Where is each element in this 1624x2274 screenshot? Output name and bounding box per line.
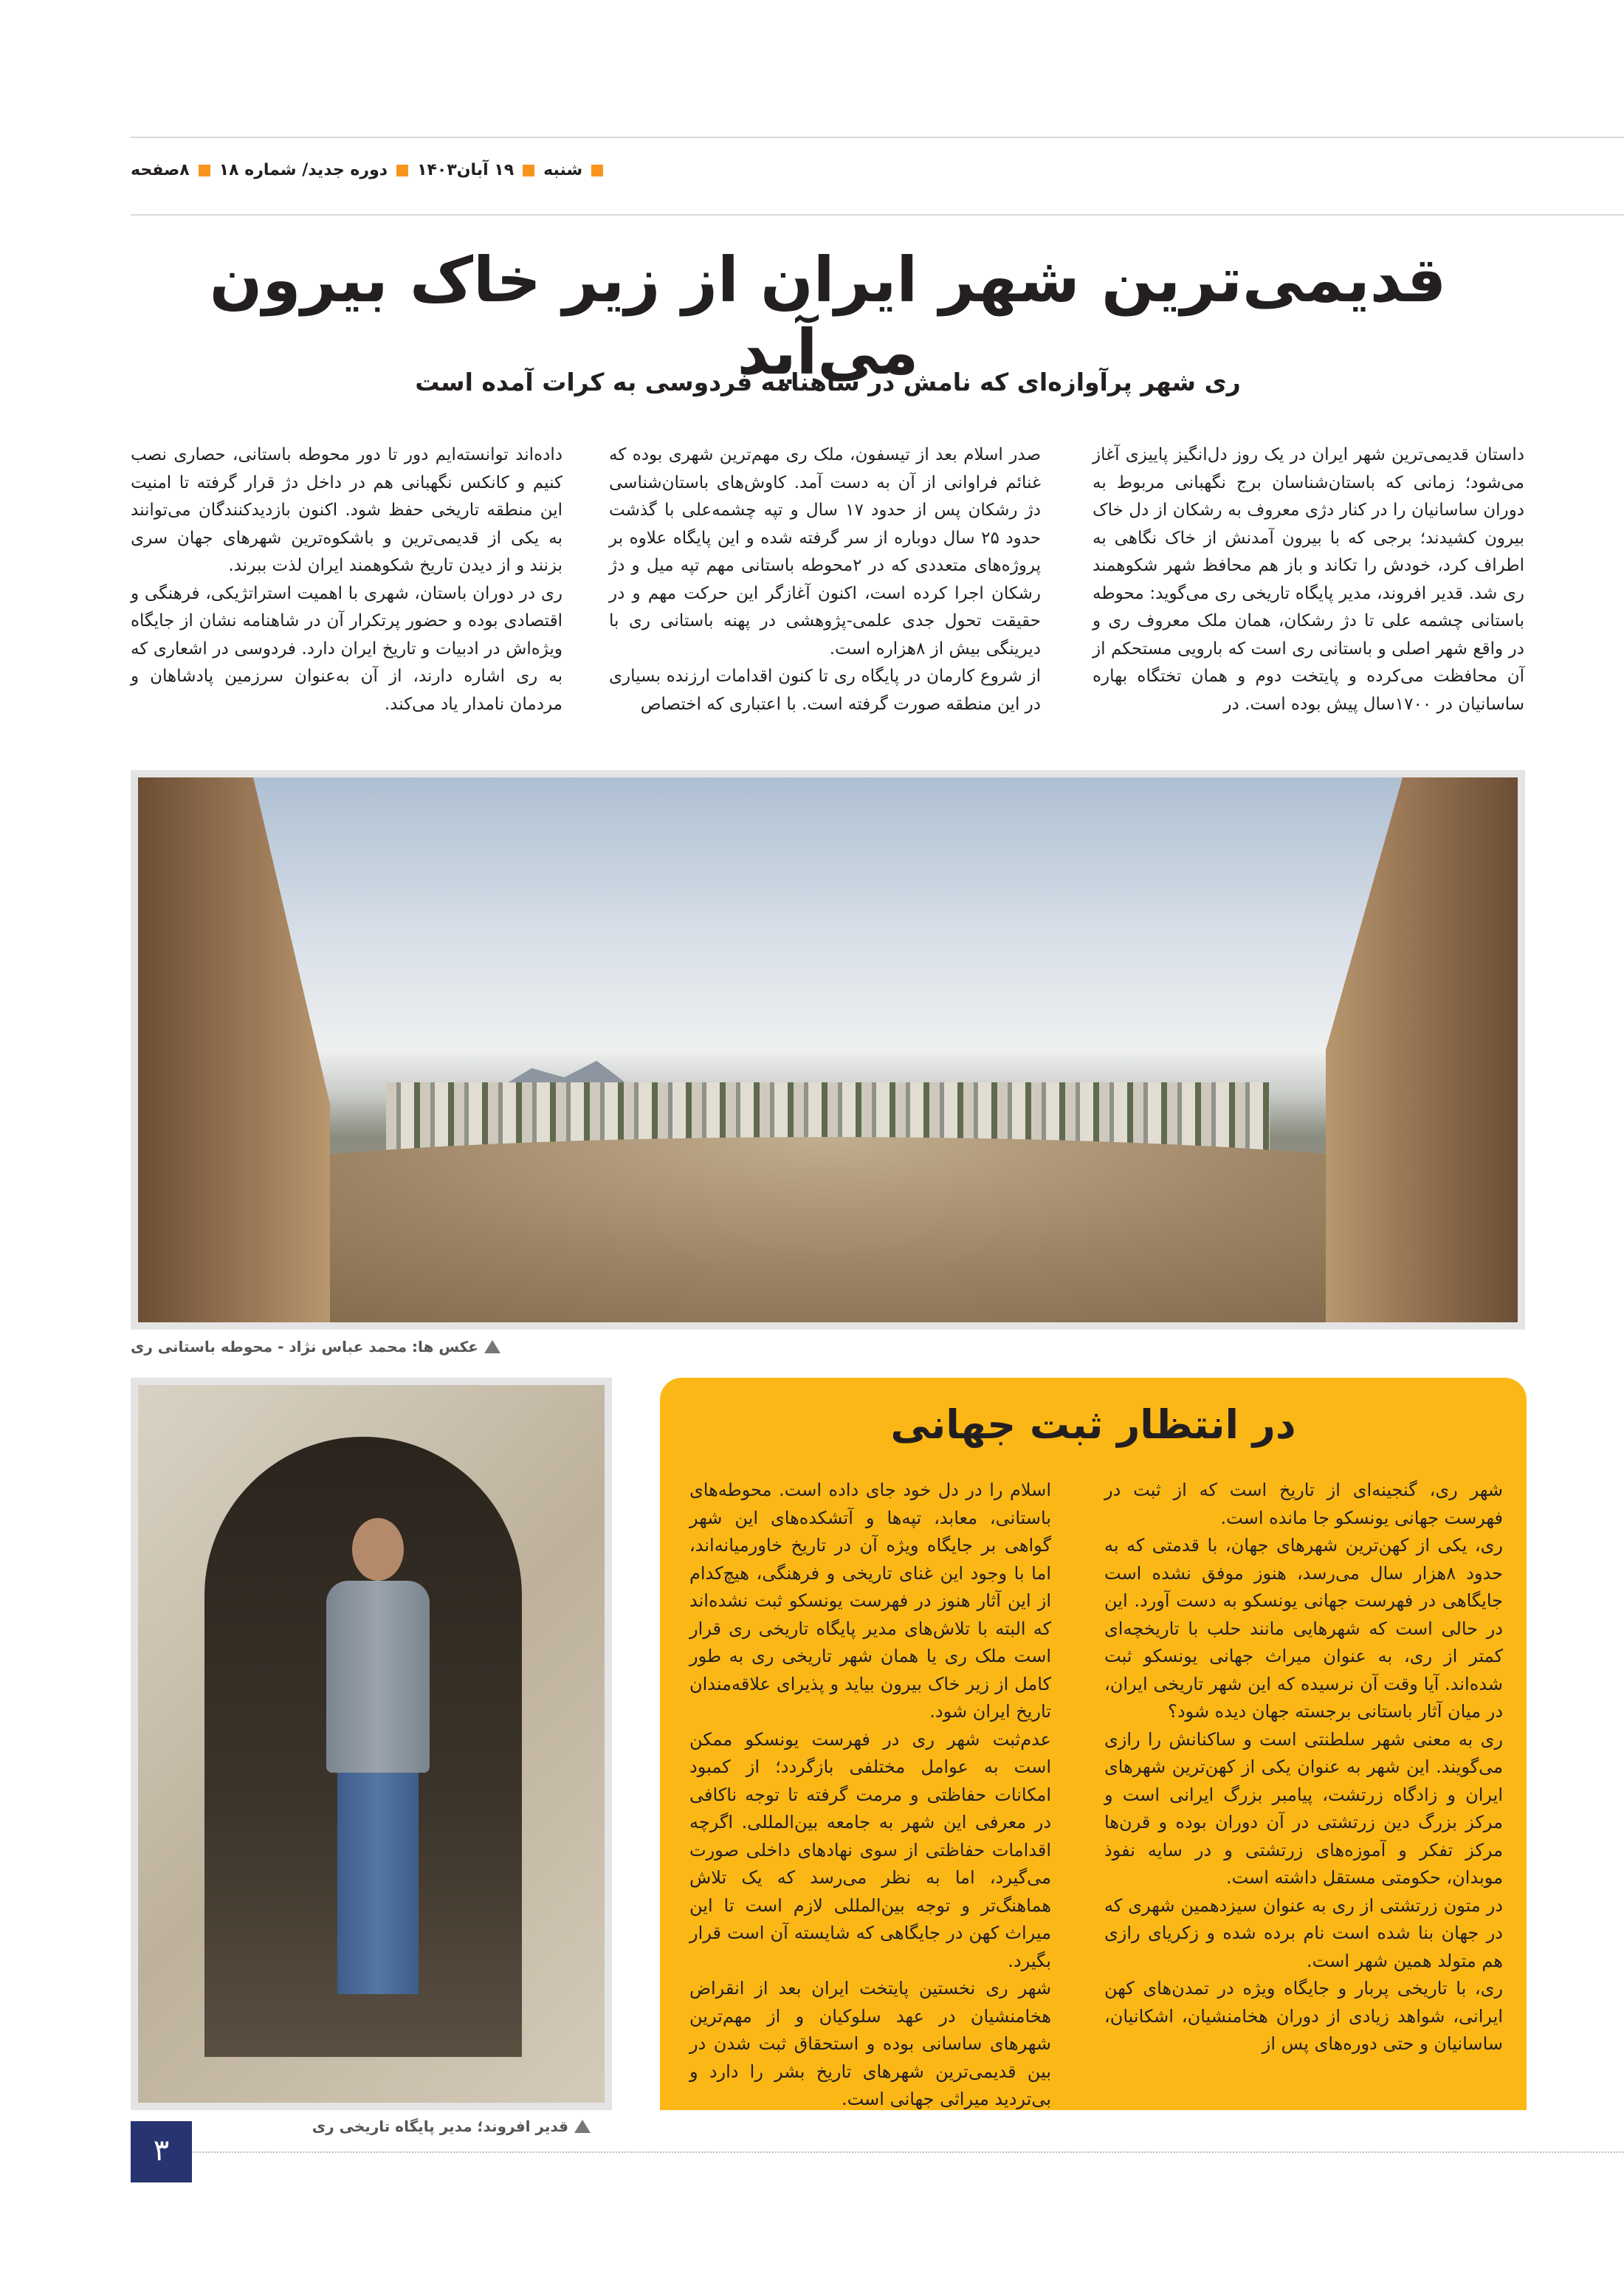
paragraph: صدر اسلام بعد از تیسفون، ملک ری مهم‌ترین شهری بوده که غنائم فراوانی از آن به دست آمد. کاوش‌های باستان‌شناسی دژ رشکان پس از حدود ۱۷ سال و تپه چشمه‌علی با گذشت حدود ۲۵ سال دوباره از سر گرفته شده و این پایگاه علاوه بر پروژه‌های متعددی که در ۲محوطه باستانی مهم تپه میل و دژ رشکان اجرا کرده است، اکنون آغازگر این حرکت مهم و در حقیقت تحول جدی علمی-پژوهشی در پهنه باستانی ری با دیرینگی بیش از ۸هزاره است. bbox=[609, 445, 1041, 659]
article-subtitle: ری شهر پرآوازه‌ای که نامش در شاهنامه فردوسی به کرات آمده است bbox=[415, 368, 1241, 396]
paragraph: ری در دوران باستان، شهری با اهمیت استراتژیکی، فرهنگی و اقتصادی بوده و حضور پرتکرار آن در شاهنامه نشان از جایگاه ویژه‌اش در ادبیات و تاریخ ایران دارد. فردوسی در اشعاری که به ری اشاره دارند، از آن به‌عنوان سرزمین پادشاهان و مردمان نامدار یاد می‌کند. bbox=[131, 583, 562, 714]
triangle-icon bbox=[484, 1340, 500, 1353]
box-title: در انتظار ثبت جهانی bbox=[890, 1401, 1296, 1448]
caption-text: قدیر افروند؛ مدیر پایگاه تاریخی ری bbox=[312, 2117, 568, 2135]
paragraph: داده‌اند توانسته‌ایم دور تا دور محوطه باستانی، حصاری نصب کنیم و کانکس نگهبانی هم در داخل دژ قرار گرفته تا امنیت این منطقه تاریخی حفظ شود. اکنون بازدیدکنندگان می‌توانند به یکی از قدیمی‌ترین و باشکوه‌ترین شهرهای جهان سری بزنند و از دیدن تاریخ شکوهمند ایران لذت ببرند. bbox=[131, 445, 562, 575]
paragraph: ری، یکی از کهن‌ترین شهرهای جهان، با قدمتی که به حدود ۸هزار سال می‌رسد، هنوز موفق نشده است جایگاهی در فهرست جهانی یونسکو به دست آورد. این در حالی است که شهرهایی مانند حلب با تاریخچه‌ای کمتر از ری، به عنوان میراث جهانی یونسکو ثبت شده‌اند. آیا وقت آن نرسیده که این شهر تاریخی ایران، در میان آثار باستانی برجسته جهان دیده شود؟ bbox=[1104, 1535, 1503, 1722]
box-column-1 bbox=[1104, 1477, 1503, 2058]
intro-column-2 bbox=[609, 442, 1041, 718]
bullet-icon bbox=[199, 165, 210, 176]
article-title: قدیمی‌ترین شهر ایران از زیر خاک بیرون می‌آید bbox=[209, 244, 1447, 388]
bullet-icon bbox=[523, 165, 534, 176]
paragraph: ری، با تاریخی پربار و جایگاه ویژه در تمدن‌های کهن ایرانی، شواهد زیادی از دوران هخامنشیان، اشکانیان، ساسانیان و حتی دوره‌های پس از bbox=[1104, 1978, 1503, 2054]
paragraph: شهر ری نخستین پایتخت ایران بعد از انقراض هخامنشیان در عهد سلوکیان و از مهم‌ترین شهرهای ساسانی بوده و استحقاق ثبت شدن در بین قدیمی‌ترین شهرهای تاریخ بشر را دارد و بی‌تردید میراثی جهانی است. bbox=[689, 1978, 1051, 2109]
paragraph: عدم‌ثبت شهر ری در فهرست یونسکو ممکن است به عوامل مختلفی بازگردد؛ از کمبود امکانات حفاظتی و مرمت گرفته تا توجه ناکافی در معرفی این شهر به جامعه بین‌المللی. اگرچه اقدامات حفاظتی از سوی نهادهای داخلی صورت می‌گیرد، اما به نظر می‌رسد که یک تلاش هماهنگ‌تر و توجه بین‌المللی لازم است تا این میراث کهن در جایگاهی که شایسته آن است قرار بگیرد. bbox=[689, 1728, 1051, 1971]
caption-text: عکس ها: محمد عباس نژاد - محوطه باستانی ری bbox=[131, 1338, 478, 1356]
sidebar-box bbox=[660, 1378, 1527, 2110]
paragraph: داستان قدیمی‌ترین شهر ایران در یک روز دل‌انگیز پاییزی آغاز می‌شود؛ زمانی که باستان‌شناسان برج نگهبانی مربوط به دوران ساسانیان را در کنار دژی معروف به رشکان از دل خاک بیرون کشیدند؛ برجی که با بیرون آمدنش از خاک نگاهی به اطراف کرد، خودش را تکاند و باز هم محافظ شهر شکوهمند ری شد. قدیر افروند، مدیر پایگاه تاریخی ری می‌گوید: محوطه باستانی چشمه علی تا دژ رشکان، همان ملک معروف ری و در واقع شهر اصلی و باستانی ری است که بارویی مستحکم از آن محافظت می‌کرده و پایتخت دوم و همان تختگاه بهاره ساسانیان در ۱۷۰۰سال پیش بوده است. در bbox=[1093, 445, 1524, 714]
paragraph: اسلام را در دل خود جای داده است. محوطه‌های باستانی، معابد، تپه‌ها و آتشکده‌های این شهر گواهی بر جایگاه ویژه آن در تاریخ خاورمیانه‌اند، اما با وجود این غنای تاریخی و فرهنگی، هیچ‌کدام از این آثار هنوز در فهرست یونسکو ثبت نشده‌اند که البته با تلاش‌های مدیر پایگاه تاریخی ری قرار است ملک ری یا همان شهر تاریخی ری به طور کامل از زیر خاک بیرون بیاید و پذیرای علاقه‌مندان تاریخ ایران شود. bbox=[689, 1480, 1051, 1722]
footer-dotted-rule bbox=[193, 2151, 1624, 2153]
bullet-icon bbox=[396, 165, 408, 176]
triangle-icon bbox=[574, 2120, 591, 2133]
header-pages: ۸صفحه bbox=[131, 161, 190, 179]
portrait-photo bbox=[131, 1378, 612, 2110]
header-date: ۱۹ آبان۱۴۰۳ bbox=[417, 161, 515, 179]
header-day: شنبه bbox=[543, 161, 583, 179]
person-figure bbox=[323, 1518, 433, 2013]
header-rule bbox=[131, 214, 1624, 216]
top-rule bbox=[131, 137, 1624, 138]
intro-column-3 bbox=[131, 442, 562, 718]
header-issue: دوره جدید/ شماره ۱۸ bbox=[219, 161, 388, 179]
photo-credit-caption bbox=[131, 1338, 500, 1356]
bullet-icon bbox=[591, 165, 603, 176]
mud-ground bbox=[138, 1137, 1518, 1322]
paragraph: ری به معنی شهر سلطنتی است و ساکنانش را رازی می‌گویند. این شهر به عنوان یکی از کهن‌ترین شهرهای ایران و زادگاه زرتشت، پیامبر بزرگ ایرانی است و مرکز بزرگ دین زرتشتی در آن دوران بوده و قرن‌ها مرکز تفکر و آموزه‌های زرتشتی و در سایه نفوذ موبدان، حکومتی مستقل داشته است. bbox=[1104, 1728, 1503, 1888]
box-column-2 bbox=[689, 1477, 1051, 2114]
issue-header bbox=[131, 161, 603, 179]
paragraph: شهر ری، گنجینه‌ای از تاریخ است که از ثبت در فهرست جهانی یونسکو جا مانده است. bbox=[1104, 1480, 1503, 1528]
paragraph: از شروع کارمان در پایگاه ری تا کنون اقدامات ارزنده بسیاری در این منطقه صورت گرفته است. با اعتباری که اختصاص bbox=[609, 667, 1041, 714]
paragraph: در متون زرتشتی از ری به عنوان سیزدهمین شهری که در جهان بنا شده است نام برده شده و زکریای رازی هم متولد همین شهر است. bbox=[1104, 1895, 1503, 1971]
intro-column-1 bbox=[1093, 442, 1524, 718]
page-number: ۳ bbox=[131, 2121, 192, 2182]
mud-wall-right bbox=[1326, 777, 1518, 1322]
portrait-caption bbox=[312, 2117, 591, 2135]
mud-wall-left bbox=[138, 777, 330, 1322]
panorama-photo bbox=[131, 770, 1525, 1330]
